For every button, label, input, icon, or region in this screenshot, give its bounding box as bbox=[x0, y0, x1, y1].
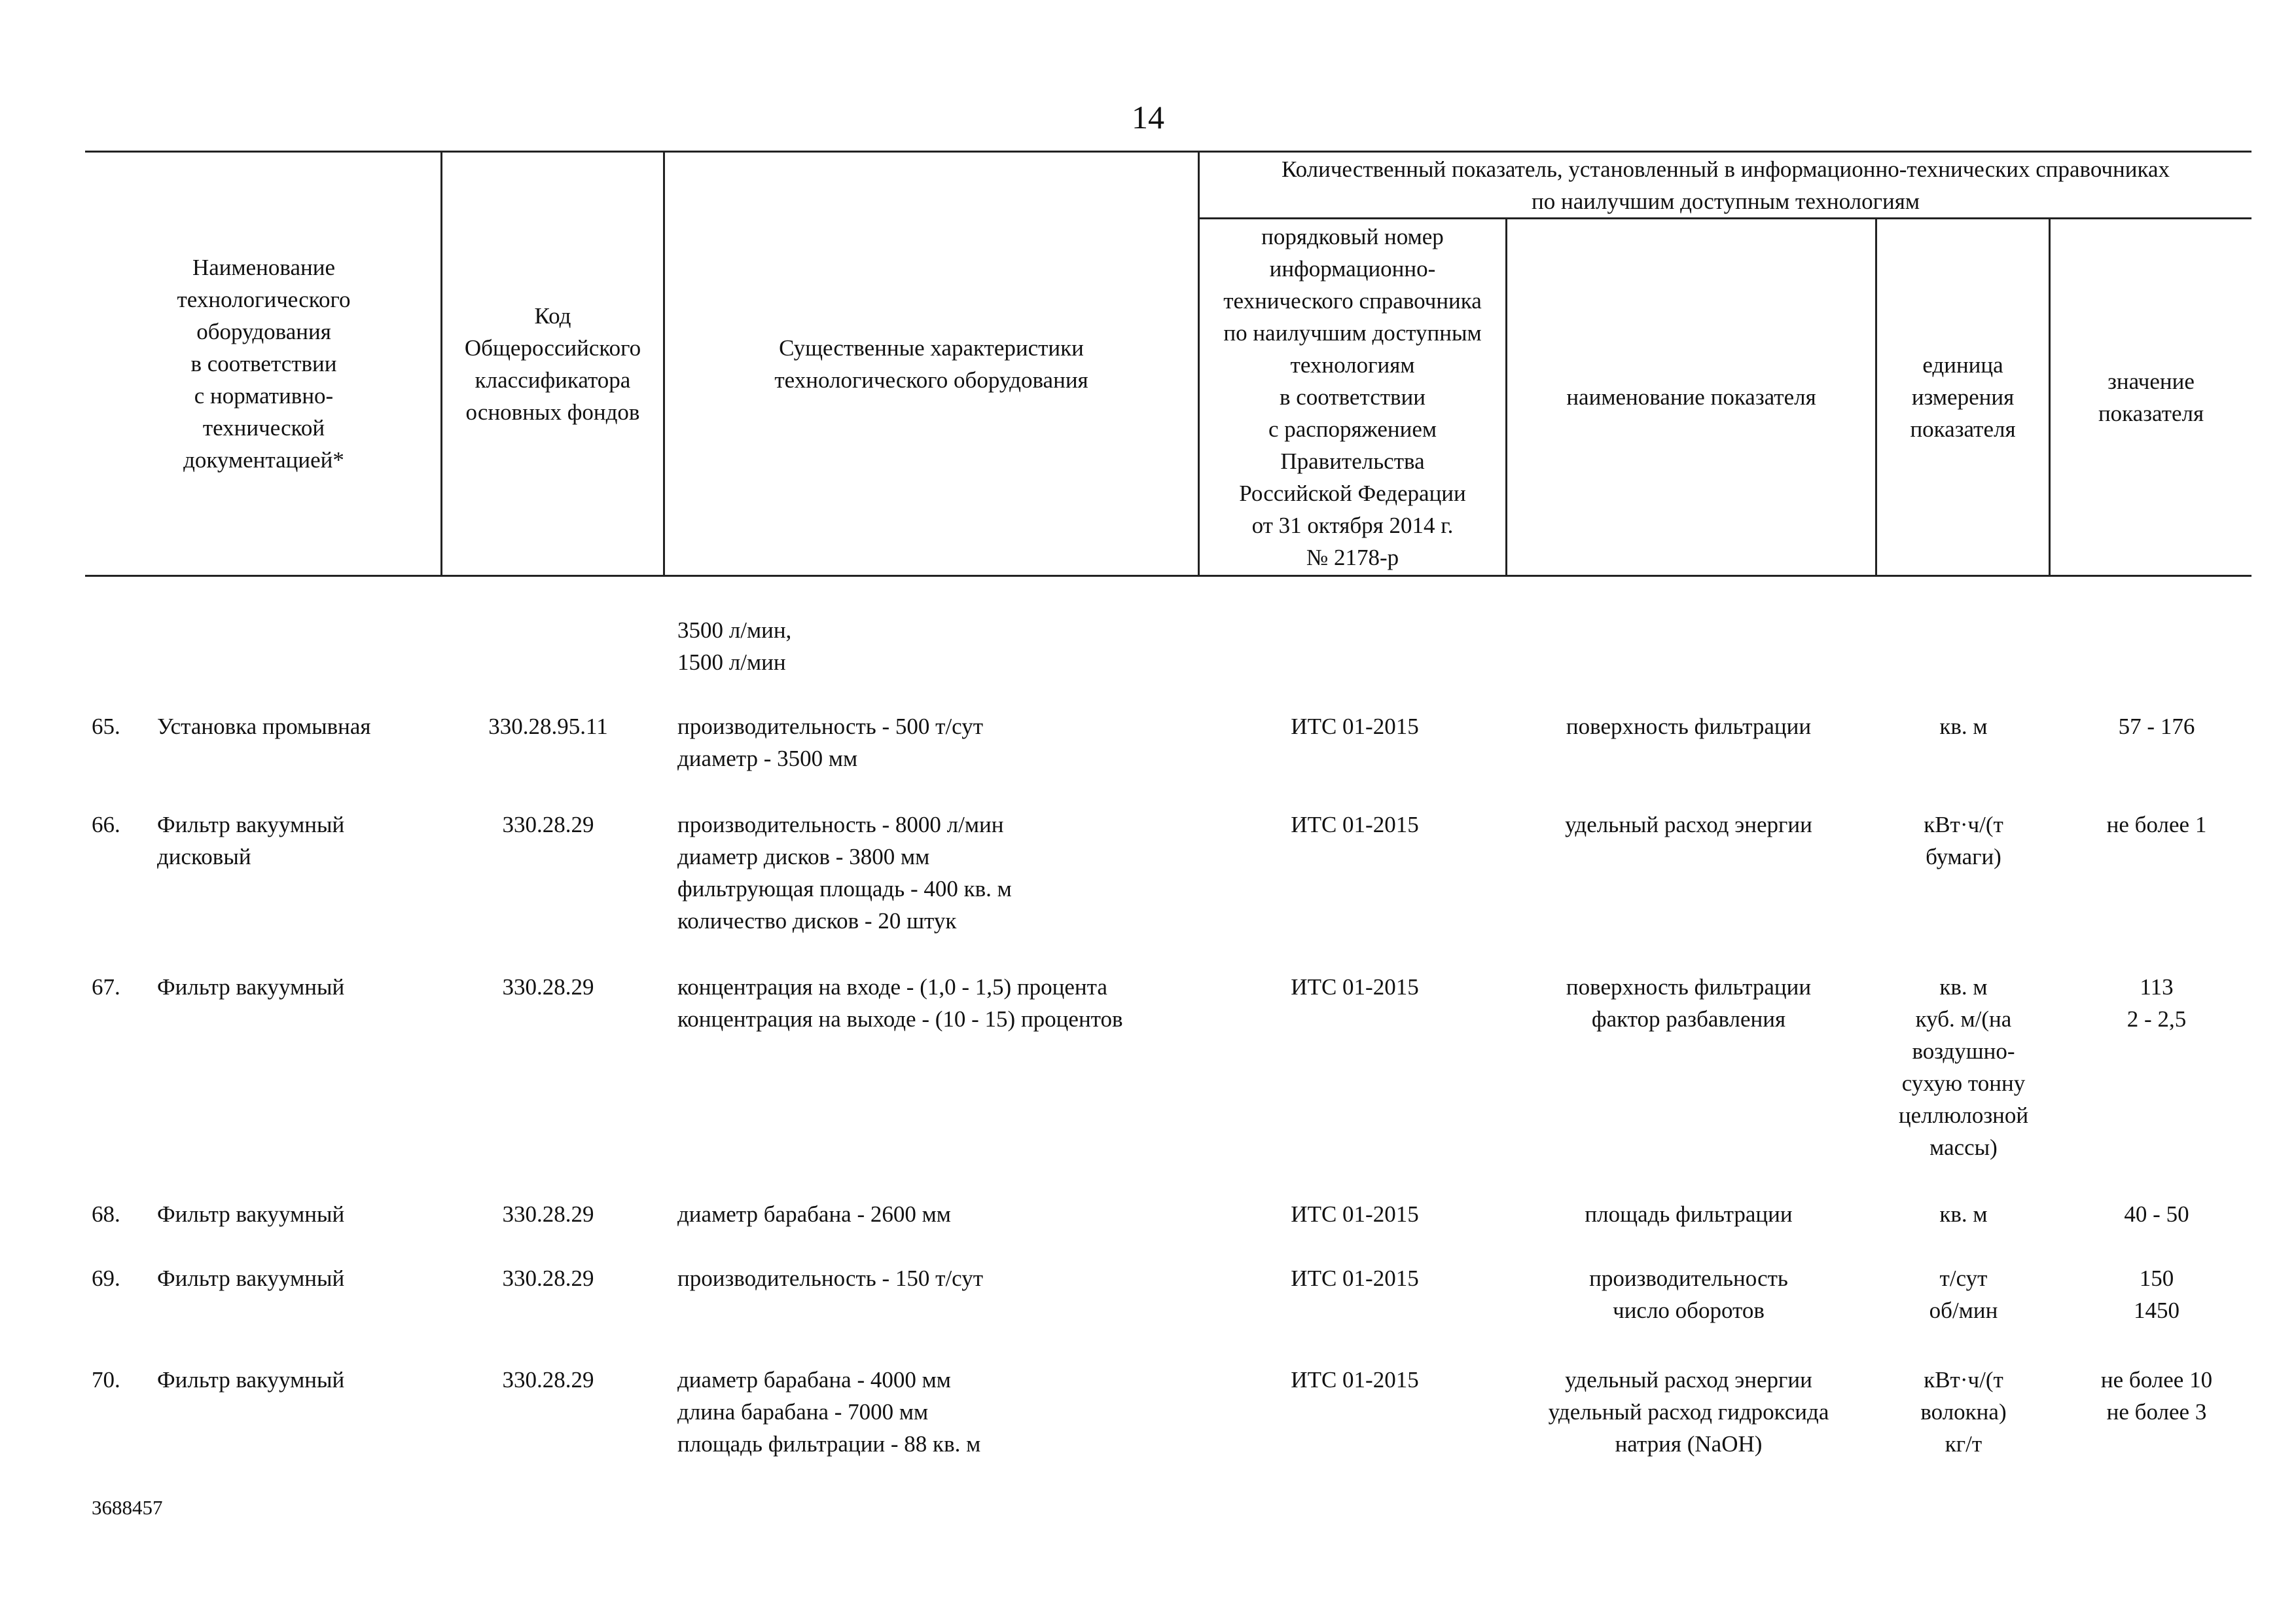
its-reference: ИТС 01-2015 bbox=[1291, 714, 1419, 739]
indicator-unit: кВт·ч/(т волокна) кг/т bbox=[1920, 1367, 2007, 1457]
header-indicator-group: Количественный показатель, установленный в информационно-технических справочниках по наилучшим доступным технологиям bbox=[1281, 156, 2170, 214]
indicator-value: 113 2 - 2,5 bbox=[2126, 974, 2187, 1032]
row-number: 70. bbox=[92, 1367, 120, 1393]
equipment-characteristics: производительность - 150 т/сут bbox=[677, 1266, 984, 1291]
okof-code: 330.28.29 bbox=[502, 812, 594, 837]
indicator-unit: кв. м bbox=[1939, 714, 1988, 739]
header-bottom-rule bbox=[85, 575, 2251, 577]
okof-code: 330.28.95.11 bbox=[488, 714, 608, 739]
okof-code: 330.28.29 bbox=[502, 1201, 594, 1227]
equipment-characteristics: производительность - 500 т/сут диаметр - 3500 мм bbox=[677, 714, 984, 771]
indicator-name: производительность число оборотов bbox=[1589, 1266, 1788, 1323]
equipment-characteristics: концентрация на входе - (1,0 - 1,5) процента концентрация на выходе - (10 - 15) процентов bbox=[677, 974, 1123, 1032]
indicator-unit: кв. м куб. м/(на воздушно- сухую тонну целлюлозной массы) bbox=[1898, 974, 2029, 1160]
header-unit: единица измерения показателя bbox=[1910, 352, 2016, 442]
header-value: значение показателя bbox=[2098, 368, 2204, 426]
equipment-name: Фильтр вакуумный bbox=[157, 1201, 345, 1227]
equipment-characteristics: производительность - 8000 л/мин диаметр дисков - 3800 мм фильтрующая площадь - 400 кв. м количество дисков - 20 штук bbox=[677, 812, 1012, 934]
okof-code: 330.28.29 bbox=[502, 974, 594, 1000]
header-characteristics: Существенные характеристики технологического оборудования bbox=[774, 335, 1088, 393]
row-number: 66. bbox=[92, 812, 120, 837]
header-its-number: порядковый номер информационно- технического справочника по наилучшим доступным технологиям в соответствии с распоряжением Правительства Российской Федерации от 31 октября 2014 г. № 2178-р bbox=[1223, 224, 1482, 570]
document-id: 3688457 bbox=[92, 1496, 163, 1519]
indicator-value: 150 1450 bbox=[2134, 1266, 2179, 1323]
page-number: 14 bbox=[1132, 99, 1164, 136]
indicator-value: не более 1 bbox=[2106, 812, 2207, 837]
indicator-unit: кв. м bbox=[1939, 1201, 1988, 1227]
indicator-name: удельный расход энергии bbox=[1565, 812, 1812, 837]
equipment-name: Фильтр вакуумный bbox=[157, 974, 345, 1000]
header-equipment-name: Наименование технологического оборудования в соответствии с нормативно- технической документацией* bbox=[177, 255, 351, 473]
header-indicator-name: наименование показателя bbox=[1566, 384, 1816, 410]
continuation-characteristics: 3500 л/мин, 1500 л/мин bbox=[677, 617, 792, 675]
equipment-name: Фильтр вакуумный bbox=[157, 1367, 345, 1393]
equipment-name: Установка промывная bbox=[157, 714, 371, 739]
equipment-name: Фильтр вакуумный дисковый bbox=[157, 812, 345, 869]
its-reference: ИТС 01-2015 bbox=[1291, 1266, 1419, 1291]
equipment-name: Фильтр вакуумный bbox=[157, 1266, 345, 1291]
row-number: 69. bbox=[92, 1266, 120, 1291]
equipment-characteristics: диаметр барабана - 2600 мм bbox=[677, 1201, 951, 1227]
row-number: 68. bbox=[92, 1201, 120, 1227]
indicator-unit: кВт·ч/(т бумаги) bbox=[1924, 812, 2003, 869]
indicator-value: 57 - 176 bbox=[2118, 714, 2195, 739]
row-number: 65. bbox=[92, 714, 120, 739]
indicator-name: площадь фильтрации bbox=[1585, 1201, 1793, 1227]
indicator-unit: т/сут об/мин bbox=[1929, 1266, 1998, 1323]
its-reference: ИТС 01-2015 bbox=[1291, 974, 1419, 1000]
its-reference: ИТС 01-2015 bbox=[1291, 1201, 1419, 1227]
its-reference: ИТС 01-2015 bbox=[1291, 1367, 1419, 1393]
its-reference: ИТС 01-2015 bbox=[1291, 812, 1419, 837]
indicator-name: удельный расход энергии удельный расход гидроксида натрия (NaOH) bbox=[1548, 1367, 1829, 1457]
row-number: 67. bbox=[92, 974, 120, 1000]
indicator-value: не более 10 не более 3 bbox=[2100, 1367, 2213, 1425]
indicator-value: 40 - 50 bbox=[2124, 1201, 2189, 1227]
header-okof-code: Код Общероссийского классификатора основных фондов bbox=[464, 302, 641, 425]
okof-code: 330.28.29 bbox=[502, 1367, 594, 1393]
indicator-name: поверхность фильтрации bbox=[1566, 714, 1812, 739]
okof-code: 330.28.29 bbox=[502, 1266, 594, 1291]
equipment-characteristics: диаметр барабана - 4000 мм длина барабана - 7000 мм площадь фильтрации - 88 кв. м bbox=[677, 1367, 981, 1457]
indicator-name: поверхность фильтрации фактор разбавления bbox=[1566, 974, 1812, 1032]
